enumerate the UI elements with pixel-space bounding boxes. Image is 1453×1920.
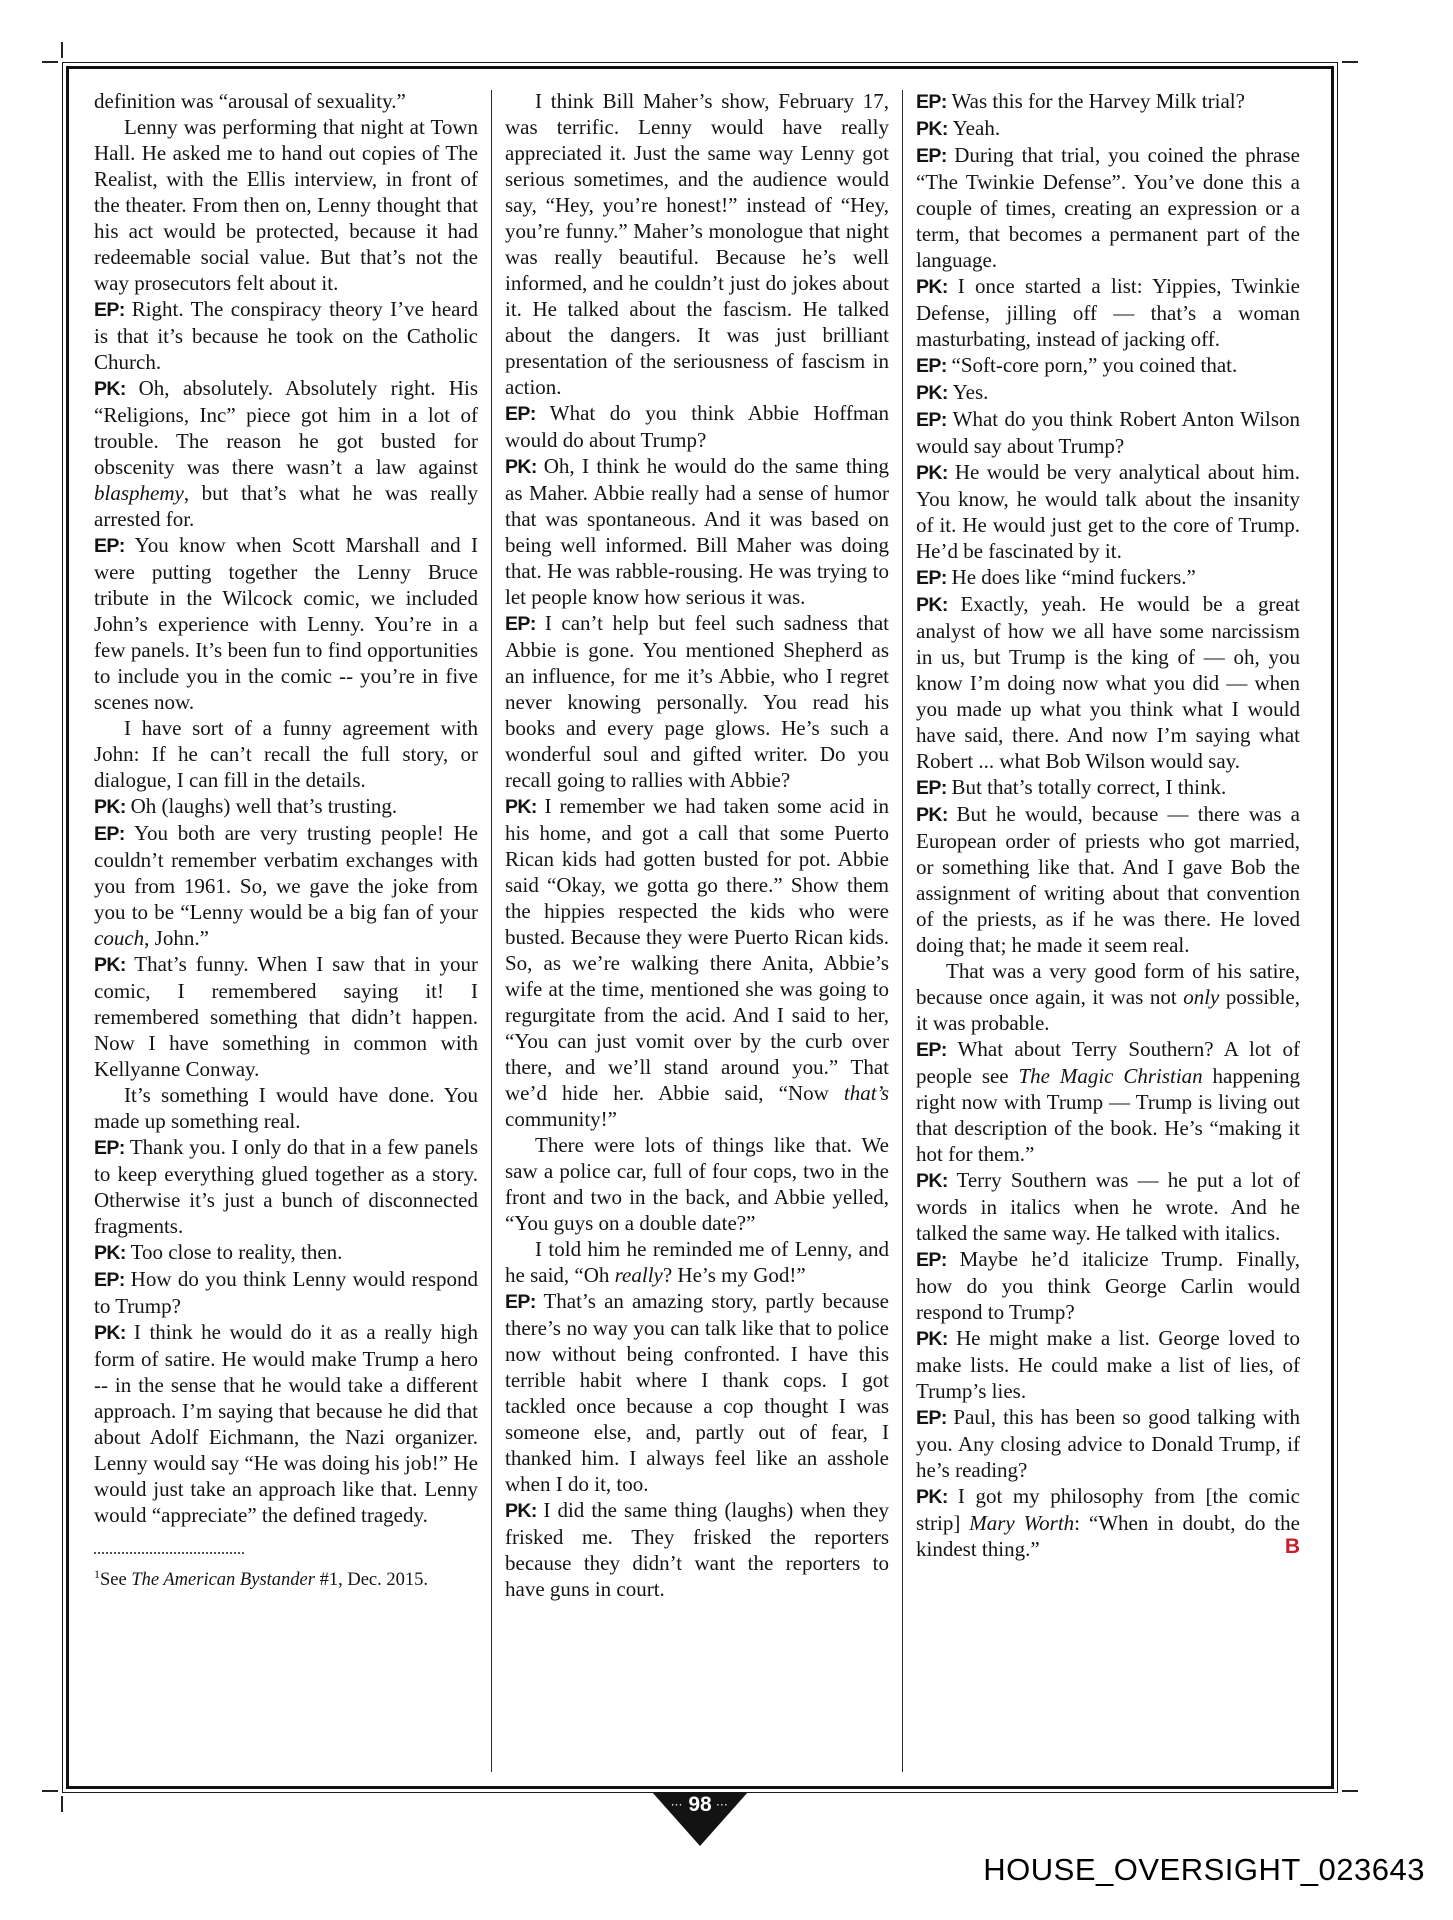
dialogue-paragraph: EP: What do you think Robert Anton Wilson would say about Trump? xyxy=(916,407,1300,458)
speaker-label: PK: xyxy=(916,382,953,404)
speaker-label: PK: xyxy=(94,796,131,818)
text-columns xyxy=(70,70,1330,1785)
speaker-label: EP: xyxy=(916,355,952,377)
marker-dash-right: ··· xyxy=(716,1800,729,1810)
dialogue-paragraph: EP: Paul, this has been so good talking with you. Any closing advice to Donald Trump, if he’s reading? xyxy=(916,1405,1300,1482)
speaker-label: EP: xyxy=(916,1249,960,1271)
speaker-label: EP: xyxy=(916,91,952,113)
end-of-article-mark: B xyxy=(1284,1535,1300,1558)
speaker-label: EP: xyxy=(94,823,134,845)
dialogue-paragraph: EP: I can’t help but feel such sadness that Abbie is gone. You mentioned Shepherd as an influence, for me it’s Abbie, who I regret never knowing personally. You read his books and every page glows. He’s such a wonderful soul and gifted writer. Do you recall going to rallies with Abbie? xyxy=(505,611,889,792)
dialogue-paragraph: PK: Exactly, yeah. He would be a great analyst of how we all have some narcissism in us, but Trump is the king of — oh, you know I’m doing now what you did — when you made up what you think what I would have said, there. And now I’m saying what Robert ... what Bob Wilson would say. xyxy=(916,592,1300,773)
speaker-label: PK: xyxy=(916,1170,957,1192)
dialogue-paragraph: PK: I got my philosophy from [the comic strip] Mary Worth: “When in doubt, do the kindest thing.” B xyxy=(916,1484,1300,1561)
narrative-paragraph: I told him he reminded me of Lenny, and he said, “Oh really? He’s my God!” xyxy=(505,1237,889,1287)
column-rule-1 xyxy=(491,90,492,1772)
dialogue-paragraph: PK: I think he would do it as a really high form of satire. He would make Trump a hero -- in the sense that he would take a different approach. I’m saying that because he did that about Adolf Eichmann, the Nazi organizer. Lenny would say “He was doing his job!” He would just take an approach like that. Lenny would “appreciate” the defined tragedy. xyxy=(94,1320,478,1527)
speaker-label: PK: xyxy=(916,1486,958,1508)
dialogue-paragraph: PK: Terry Southern was — he put a lot of words in italics when he wrote. And he talked the same way. He talked with italics. xyxy=(916,1168,1300,1245)
dialogue-paragraph: PK: Too close to reality, then. xyxy=(94,1240,343,1264)
dialogue-paragraph: EP: But that’s totally correct, I think. xyxy=(916,775,1227,799)
column-2 xyxy=(505,88,889,1768)
narrative-paragraph: There were lots of things like that. We saw a police car, full of four cops, two in the front and two in the back, and Abbie yelled, “You guys on a double date?” xyxy=(505,1133,889,1235)
dialogue-paragraph: PK: He would be very analytical about him. You know, he would talk about the insanity of it. He would just get to the core of Trump. He’d be fascinated by it. xyxy=(916,460,1300,563)
speaker-label: EP: xyxy=(94,299,132,321)
dialogue-paragraph: EP: How do you think Lenny would respond to Trump? xyxy=(94,1267,478,1318)
page-number-marker xyxy=(652,1792,748,1846)
footnote xyxy=(94,1552,478,1592)
speaker-label: PK: xyxy=(94,1322,134,1344)
dialogue-paragraph: EP: “Soft-core porn,” you coined that. xyxy=(916,353,1238,377)
dialogue-paragraph: PK: Oh, I think he would do the same thing as Maher. Abbie really had a sense of humor that was spontaneous. And it was based on being well informed. Bill Maher was doing that. He was rabble-rousing. He was trying to let people know how serious it was. xyxy=(505,454,889,609)
speaker-label: EP: xyxy=(916,1039,958,1061)
dialogue-paragraph: PK: I once started a list: Yippies, Twinkie Defense, jilling off — that’s a woman masturbating, instead of jacking off. xyxy=(916,274,1300,351)
dialogue-paragraph: EP: During that trial, you coined the phrase “The Twinkie Defense”. You’ve done this a couple of times, creating an expression or a term, that becomes a permanent part of the language. xyxy=(916,143,1300,272)
corner-tick xyxy=(42,1790,58,1792)
narrative-paragraph: That was a very good form of his satire, because once again, it was not only possible, it was probable. xyxy=(916,959,1300,1035)
dialogue-paragraph: EP: You both are very trusting people! He couldn’t remember verbatim exchanges with you from 1961. So, we gave the joke from you to be “Lenny would be a big fan of your couch, John.” xyxy=(94,821,478,950)
speaker-label: PK: xyxy=(505,456,544,478)
dialogue-paragraph: PK: That’s funny. When I saw that in your comic, I remembered saying it! I remembered something that didn’t happen. Now I have something in common with Kellyanne Conway. xyxy=(94,952,478,1081)
speaker-label: EP: xyxy=(916,145,955,167)
dialogue-paragraph: EP: He does like “mind fuckers.” xyxy=(916,565,1196,589)
footnote-text: $^1$See The American Bystander #1, Dec. 2015. xyxy=(94,1567,428,1591)
dialogue-paragraph: EP: What about Terry Southern? A lot of people see The Magic Christian happening right now with Trump — Trump is living out that description of the book. He’s “making it hot for them.” xyxy=(916,1037,1300,1166)
marker-dash-left: ··· xyxy=(671,1800,684,1810)
speaker-label: EP: xyxy=(94,535,135,557)
corner-tick xyxy=(1342,1790,1358,1792)
speaker-label: PK: xyxy=(916,276,958,298)
speaker-label: EP: xyxy=(94,1269,131,1291)
page-number: 98 xyxy=(688,1793,712,1816)
corner-tick xyxy=(1342,61,1358,63)
speaker-label: PK: xyxy=(94,1242,131,1264)
dialogue-paragraph: EP: Thank you. I only do that in a few panels to keep everything glued together as a story. Otherwise it’s just a bunch of disconnected fragments. xyxy=(94,1135,478,1238)
speaker-label: PK: xyxy=(916,1328,956,1350)
speaker-label: PK: xyxy=(94,378,139,400)
page-border-frame xyxy=(62,62,1338,1816)
dialogue-paragraph: EP: That’s an amazing story, partly because there’s no way you can talk like that to police now without being confronted. I have this terrible habit where I thank cops. I got tackled once because a cop thought I was someone else, and, partly out of fear, I thanked him. I always feel like an asshole when I do it, too. xyxy=(505,1289,889,1496)
dialogue-paragraph: PK: Yeah. xyxy=(916,116,1001,140)
dialogue-paragraph: PK: But he would, because — there was a European order of priests who got married, or something like that. And I gave Bob the assignment of writing about that convention of the priests, as if he was there. He loved doing that; he made it seem real. xyxy=(916,802,1300,957)
speaker-label: PK: xyxy=(916,804,957,826)
speaker-label: EP: xyxy=(916,777,952,799)
corner-tick xyxy=(61,42,63,58)
dialogue-paragraph: EP: Right. The conspiracy theory I’ve heard is that it’s because he took on the Catholic Church. xyxy=(94,297,478,374)
dialogue-paragraph: EP: What do you think Abbie Hoffman would do about Trump? xyxy=(505,401,889,452)
dialogue-paragraph: PK: I remember we had taken some acid in his home, and got a call that some Puerto Rican kids had gotten busted for pot. Abbie said “Okay, we gotta go there.” Show them the hippies respected the kids who were busted. Because they were Puerto Rican kids. So, as we’re walking there Anita, Abbie’s wife at the time, mentioned she was going to regurgitate from the acid. And I said to her, “You can just vomit over by the curb over there, and we’ll stand around you.” That we’d hide her. Abbie said, “Now that’s community!” xyxy=(505,794,889,1131)
narrative-paragraph: It’s something I would have done. You made up something real. xyxy=(94,1083,478,1133)
speaker-label: PK: xyxy=(94,954,135,976)
speaker-label: PK: xyxy=(916,118,953,140)
dialogue-paragraph: PK: Oh (laughs) well that’s trusting. xyxy=(94,794,398,818)
corner-tick xyxy=(61,1796,63,1812)
speaker-label: PK: xyxy=(505,796,545,818)
column-rule-2 xyxy=(902,90,903,1772)
speaker-label: EP: xyxy=(505,1291,544,1313)
dialogue-paragraph: PK: Yes. xyxy=(916,380,989,404)
speaker-label: EP: xyxy=(916,1407,954,1429)
footnote-rule xyxy=(94,1552,244,1554)
dialogue-paragraph: EP: Maybe he’d italicize Trump. Finally, how do you think George Carlin would respond to Trump? xyxy=(916,1247,1300,1324)
speaker-label: PK: xyxy=(916,594,961,616)
dialogue-paragraph: EP: You know when Scott Marshall and I were putting together the Lenny Bruce tribute in the Wilcock comic, we included John’s experience with Lenny. You’re in a few panels. It’s been fun to find opportunities to include you in the comic -- you’re in five scenes now. xyxy=(94,533,478,714)
narrative-paragraph: Lenny was performing that night at Town Hall. He asked me to hand out copies of The Realist, with the Ellis interview, in front of the theater. From then on, Lenny thought that his act would be protected, because it had redeemable social value. But that’s not the way prosecutors felt about it. xyxy=(94,115,478,295)
corner-tick xyxy=(42,61,58,63)
dialogue-paragraph: PK: Oh, absolutely. Absolutely right. His “Religions, Inc” piece got him in a lot of trouble. The reason he got busted for obscenity was there wasn’t a law against blasphemy, but that’s what he was really arrested for. xyxy=(94,376,478,531)
document-id: HOUSE_OVERSIGHT_023643 xyxy=(983,1852,1425,1887)
narrative-paragraph: definition was “arousal of sexuality.” xyxy=(94,89,406,113)
dialogue-paragraph: PK: He might make a list. George loved to make lists. He could make a list of lies, of Trump’s lies. xyxy=(916,1326,1300,1403)
speaker-label: EP: xyxy=(916,567,952,589)
speaker-label: PK: xyxy=(505,1500,544,1522)
speaker-label: EP: xyxy=(505,613,545,635)
narrative-paragraph: I think Bill Maher’s show, February 17, was terrific. Lenny would have really appreciated it. Just the same way Lenny got serious sometimes, and the audience would say, “Hey, you’re honest!” instead of “Hey, you’re funny.” Maher’s monologue that night was really beautiful. Because he’s well informed, and he couldn’t just do jokes about it. He talked about the fascism. He talked about the dangers. It was just brilliant presentation of the seriousness of fascism in action. xyxy=(505,89,889,399)
narrative-paragraph: I have sort of a funny agreement with John: If he can’t recall the full story, or dialogue, I can fill in the details. xyxy=(94,716,478,792)
speaker-label: EP: xyxy=(505,403,550,425)
column-3 xyxy=(916,88,1300,1768)
dialogue-paragraph: PK: I did the same thing (laughs) when they frisked me. They frisked the reporters because they didn’t want the reporters to have guns in court. xyxy=(505,1498,889,1601)
dialogue-paragraph: EP: Was this for the Harvey Milk trial? xyxy=(916,89,1245,113)
speaker-label: EP: xyxy=(916,409,953,431)
speaker-label: EP: xyxy=(94,1137,130,1159)
speaker-label: PK: xyxy=(916,462,955,484)
column-1 xyxy=(94,88,478,1768)
